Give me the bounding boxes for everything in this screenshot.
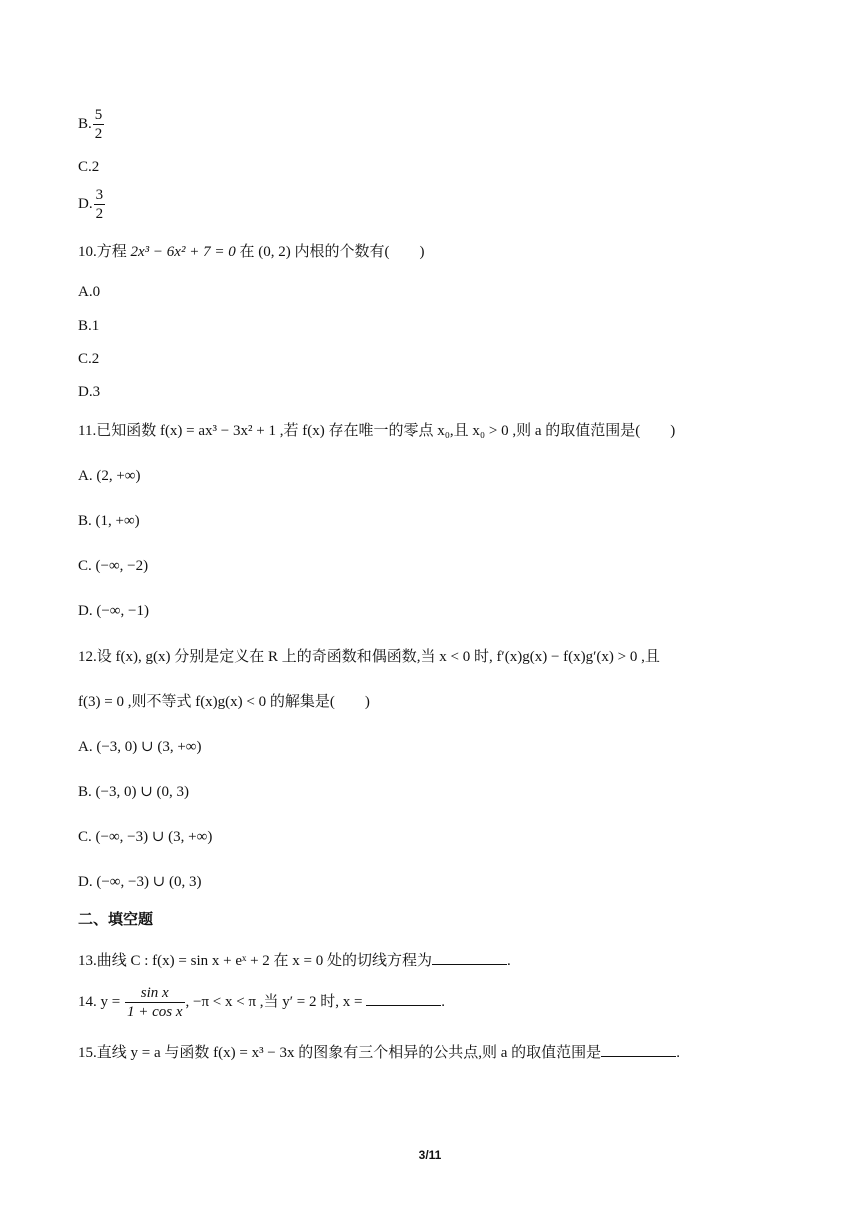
page-number: 3/11 xyxy=(418,1148,442,1162)
q12-option-d: D. (−∞, −3) ∪ (0, 3) xyxy=(78,874,202,890)
q15-answer-blank[interactable] xyxy=(601,1042,676,1057)
q9-option-c: C.2 xyxy=(78,159,100,175)
q10-stem-a: 10.方程 xyxy=(78,244,131,260)
q13-text: 13.曲线 C : f(x) = sin x + eˣ + 2 在 x = 0 处的切线方程为 xyxy=(78,953,432,969)
q12-option-c: C. (−∞, −3) ∪ (3, +∞) xyxy=(78,829,213,845)
q9-option-b-label: B. xyxy=(78,115,92,132)
q14-period: . xyxy=(441,993,445,1010)
q14-denominator: 1 + cos x xyxy=(126,1004,183,1020)
q11-stem: 11.已知函数 f(x) = ax³ − 3x² + 1 ,若 f(x) 存在唯一的零点 x₀,且 x₀ > 0 ,则 a 的取值范围是( ) xyxy=(78,423,676,439)
q10-option-c: C.2 xyxy=(78,351,100,367)
q15-text: 15.直线 y = a 与函数 f(x) = x³ − 3x 的图象有三个相异的公共点,则 a 的取值范围是 xyxy=(78,1045,602,1061)
q13-period: . xyxy=(507,953,511,969)
q10-option-a: A.0 xyxy=(78,284,101,300)
q15-stem xyxy=(78,1042,680,1063)
q14-numerator: sin x xyxy=(125,984,185,1003)
q9-option-d xyxy=(78,186,106,223)
q11-option-b: B. (1, +∞) xyxy=(78,513,140,529)
q12-stem-line2: f(3) = 0 ,则不等式 f(x)g(x) < 0 的解集是( ) xyxy=(78,694,370,710)
q10-stem-c: 内根的个数有( ) xyxy=(290,244,425,260)
q11-option-a: A. (2, +∞) xyxy=(78,468,141,484)
q10-equation: 2x³ − 6x² + 7 = 0 xyxy=(130,244,236,260)
q14-prefix: 14. y = xyxy=(78,993,124,1010)
q10-stem xyxy=(78,242,424,262)
q10-stem-b: 在 xyxy=(235,244,259,260)
q12-option-a: A. (−3, 0) ∪ (3, +∞) xyxy=(78,739,202,755)
q14-answer-blank[interactable] xyxy=(366,991,441,1006)
q15-period: . xyxy=(676,1045,680,1061)
q10-option-b: B.1 xyxy=(78,318,100,334)
q10-option-d: D.3 xyxy=(78,384,101,400)
q10-interval: (0, 2) xyxy=(258,244,291,260)
q14-text: , −π < x < π ,当 y′ = 2 时, x = xyxy=(185,993,367,1010)
section-title-fill-in: 二、填空题 xyxy=(78,911,154,928)
q14-stem xyxy=(78,984,445,1021)
q9-option-d-label: D. xyxy=(78,195,93,212)
q9-option-b xyxy=(78,106,105,143)
q11-option-d: D. (−∞, −1) xyxy=(78,603,149,619)
q9-option-b-fraction: $\frac{5}{2}$ xyxy=(94,107,103,142)
q12-option-b: B. (−3, 0) ∪ (0, 3) xyxy=(78,784,190,800)
q9-option-d-fraction: $\frac{3}{2}$ xyxy=(95,187,104,222)
q11-option-c: C. (−∞, −2) xyxy=(78,558,149,574)
q12-stem-line1: 12.设 f(x), g(x) 分别是定义在 R 上的奇函数和偶函数,当 x < 0 时, f′(x)g(x) − f(x)g′(x) > 0 ,且 xyxy=(78,649,660,665)
q14-fraction xyxy=(125,984,185,1021)
q13-answer-blank[interactable] xyxy=(432,950,507,965)
q13-stem xyxy=(78,950,511,971)
